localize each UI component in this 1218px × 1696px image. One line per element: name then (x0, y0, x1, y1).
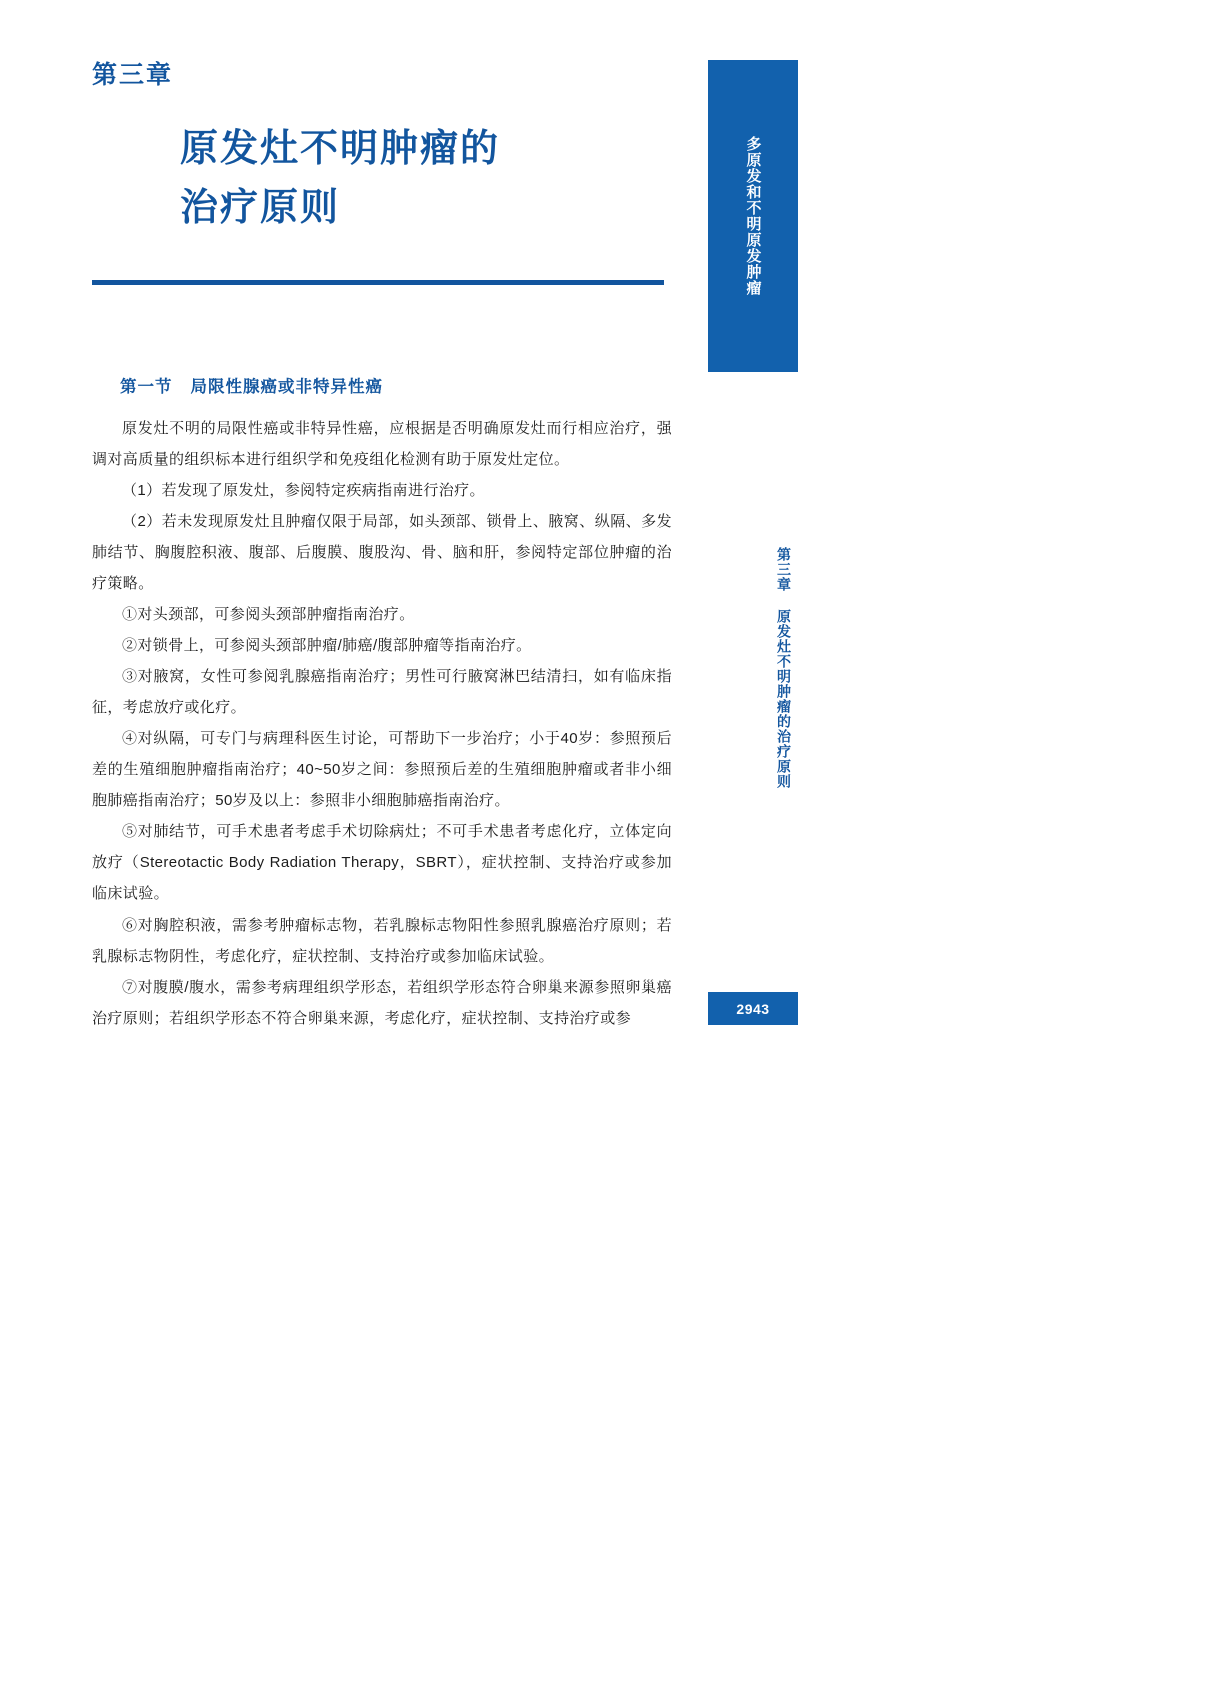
side-tab-chapter (708, 380, 798, 1028)
chapter-title-line-1: 原发灶不明肿瘤的 (180, 128, 501, 170)
body-text (92, 413, 672, 1034)
section-heading (120, 373, 672, 397)
section-title-text: 局限性腺癌或非特异性癌 (190, 377, 383, 396)
paragraph: （2）若未发现原发灶且肿瘤仅限于局部，如头颈部、锁骨上、腋窝、纵隔、多发肺结节、胸腹腔积液、腹部、后腹膜、腹股沟、骨、脑和肝，参阅特定部位肿瘤的治疗策略。 (92, 512, 672, 593)
side-tab-chapter-label: 第三章 原发灶不明肿瘤的治疗原则 (776, 547, 792, 789)
side-tab-section-label: 多原发和不明原发肿瘤 (744, 136, 762, 296)
paragraph: ②对锁骨上，可参阅头颈部肿瘤/肺癌/腹部肿瘤等指南治疗。 (122, 637, 532, 655)
side-tab-section (708, 60, 798, 372)
page-title (92, 120, 672, 238)
paragraph: ④对纵隔，可专门与病理科医生讨论，可帮助下一步治疗；小于40岁：参照预后差的生殖细胞肿瘤指南治疗；40~50岁之间：参照预后差的生殖细胞肿瘤或者非小细胞肺癌指南治疗；50岁及以上：参照非小细胞肺癌指南治疗。 (92, 730, 672, 810)
chapter-label: 第三章 (92, 61, 174, 89)
chapter-title-line-2: 治疗原则 (180, 186, 341, 229)
title-divider (92, 280, 664, 285)
paragraph: ⑦对腹膜/腹水，需参考病理组织学形态，若组织学形态符合卵巢来源参照卵巢癌治疗原则；若组织学形态不符合卵巢来源，考虑化疗，症状控制、支持治疗或参 (92, 978, 672, 1027)
paragraph: （1）若发现了原发灶，参阅特定疾病指南进行治疗。 (122, 481, 485, 499)
paragraph: 原发灶不明的局限性癌或非特异性癌，应根据是否明确原发灶而行相应治疗，强调对高质量的组织标本进行组织学和免疫组化检测有助于原发灶定位。 (92, 419, 672, 468)
page-number: 2943 (708, 992, 798, 1025)
paragraph: ⑤对肺结节，可手术患者考虑手术切除病灶；不可手术患者考虑化疗，立体定向放疗（Stereotactic Body Radiation Therapy，SBRT），症状控制、支持治疗或参加临床试验。 (92, 823, 672, 903)
page-content (92, 60, 672, 1034)
paragraph: ⑥对胸腔积液，需参考肿瘤标志物，若乳腺标志物阳性参照乳腺癌治疗原则；若乳腺标志物阴性，考虑化疗，症状控制、支持治疗或参加临床试验。 (92, 916, 672, 965)
paragraph: ③对腋窝，女性可参阅乳腺癌指南治疗；男性可行腋窝淋巴结清扫，如有临床指征，考虑放疗或化疗。 (92, 668, 672, 717)
paragraph: ①对头颈部，可参阅头颈部肿瘤指南治疗。 (122, 606, 415, 624)
section-number: 第一节 (120, 377, 173, 396)
